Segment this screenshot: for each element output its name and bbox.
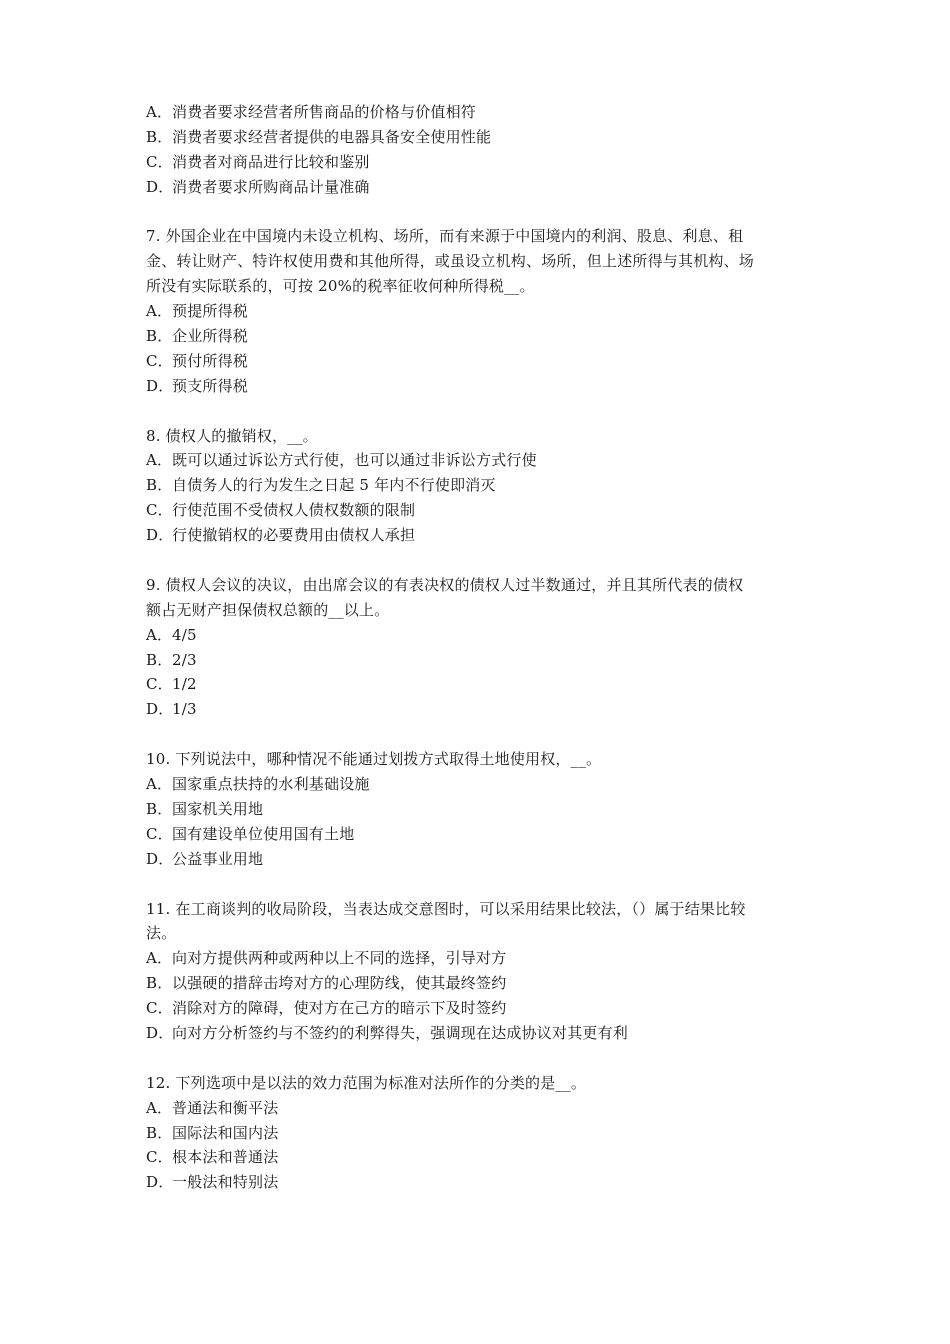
option-c: C．消费者对商品进行比较和鉴别 [146,152,370,171]
question-stem: 金、转让财产、特许权使用费和其他所得，或虽设立机构、场所，但上述所得与其机构、场 [146,252,755,271]
question-stem: 9. 债权人会议的决议，由出席会议的有表决权的债权人过半数通过，并且其所代表的债权 [146,575,744,594]
spacer [146,1046,826,1071]
option-d: D．预支所得税 [146,376,249,395]
option-a: A．既可以通过诉讼方式行使，也可以通过非诉讼方式行使 [146,451,537,470]
option-c: C．行使范围不受债权人债权数额的限制 [146,501,416,520]
spacer [146,548,826,573]
question-12 [146,1071,826,1195]
option-a: A．预提所得税 [146,302,249,321]
question-10 [146,747,826,871]
question-stem: 7. 外国企业在中国境内未设立机构、场所，而有来源于中国境内的利润、股息、利息、租 [146,227,744,246]
option-a: A．国家重点扶持的水利基础设施 [146,775,370,794]
option-c: C．国有建设单位使用国有土地 [146,824,355,843]
question-stem: 所没有实际联系的，可按 20%的税率征收何种所得税__。 [146,277,535,296]
option-b: B．自债务人的行为发生之日起 5 年内不行使即消灭 [146,476,496,495]
spacer [146,200,826,225]
question-stem: 10. 下列说法中，哪种情况不能通过划拨方式取得土地使用权，__。 [146,750,602,769]
option-a: A．消费者要求经营者所售商品的价格与价值相符 [146,103,477,121]
option-b: B．国际法和国内法 [146,1123,279,1142]
option-b: B．消费者要求经营者提供的电器具备安全使用性能 [146,127,492,146]
option-b: B．企业所得税 [146,327,249,346]
question-stem: 8. 债权人的撤销权，__。 [146,426,318,445]
option-group-continued [146,100,826,200]
option-d: D．行使撤销权的必要费用由债权人承担 [146,526,416,545]
option-c: C．1/2 [146,675,197,694]
option-d: D．公益事业用地 [146,849,264,868]
document-page [146,100,826,1195]
option-c: C．根本法和普通法 [146,1148,279,1167]
spacer [146,872,826,897]
spacer [146,722,826,747]
option-d: D．一般法和特别法 [146,1173,279,1192]
option-b: B．以强硬的措辞击垮对方的心理防线，使其最终签约 [146,974,507,993]
question-stem: 法。 [146,924,177,943]
question-9 [146,573,826,722]
option-c: C．消除对方的障碍，使对方在己方的暗示下及时签约 [146,999,507,1018]
spacer [146,399,826,424]
option-a: A．4/5 [146,625,197,644]
option-d: D．向对方分析签约与不签约的利弊得失，强调现在达成协议对其更有利 [146,1023,629,1042]
option-d: D．1/3 [146,700,197,719]
option-a: A．普通法和衡平法 [146,1098,279,1117]
option-b: B．2/3 [146,650,197,669]
question-11 [146,897,826,1046]
question-stem: 12. 下列选项中是以法的效力范围为标准对法所作的分类的是__。 [146,1073,587,1092]
question-8 [146,424,826,548]
option-c: C．预付所得税 [146,351,249,370]
question-stem: 额占无财产担保债权总额的__以上。 [146,600,390,619]
option-d: D．消费者要求所购商品计量准确 [146,177,370,196]
option-b: B．国家机关用地 [146,799,264,818]
question-stem: 11. 在工商谈判的收局阶段，当表达成交意图时，可以采用结果比较法，（）属于结果比较 [146,899,746,918]
question-7 [146,224,826,398]
option-a: A．向对方提供两种或两种以上不同的选择，引导对方 [146,949,507,968]
